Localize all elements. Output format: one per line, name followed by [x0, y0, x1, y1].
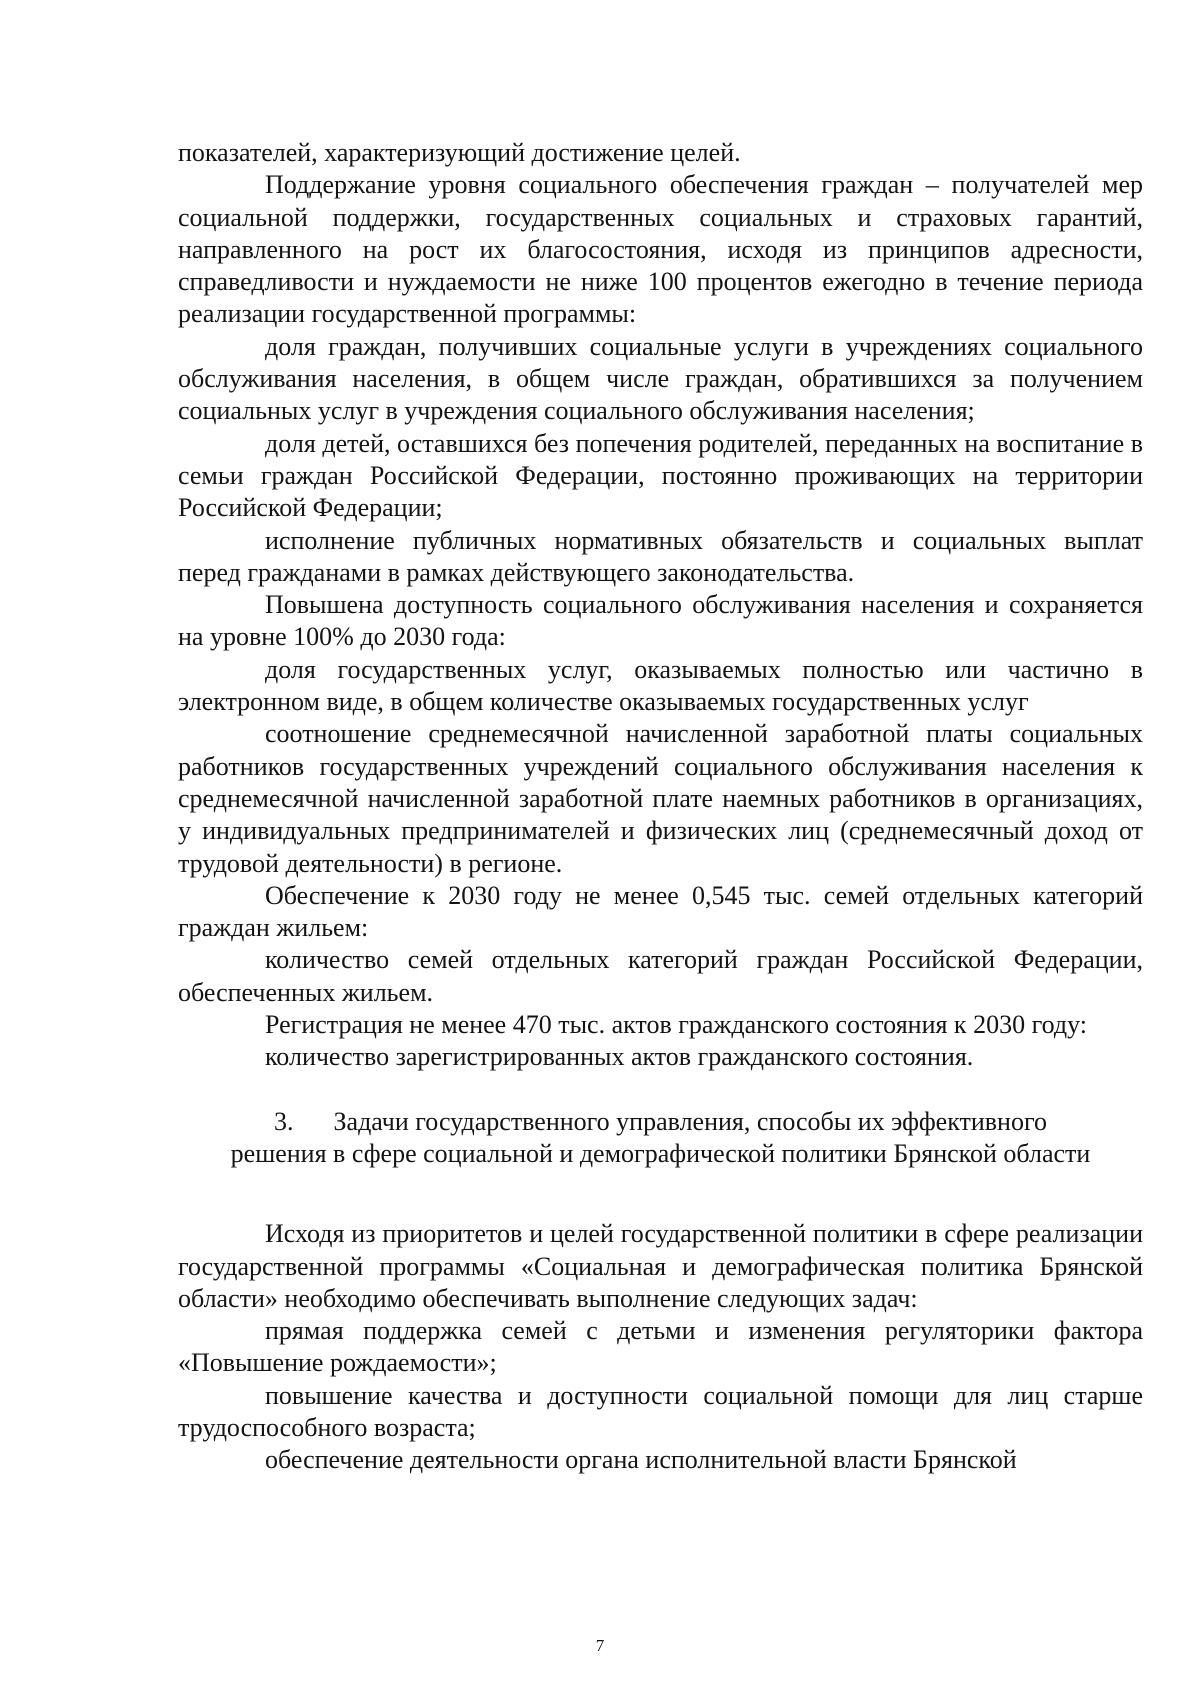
paragraph: Регистрация не менее 470 тыс. актов гражданского состояния к 2030 году: — [265, 1010, 1087, 1040]
section-number: 3. — [274, 1106, 294, 1136]
section-title-line-2: решения в сфере социальной и демографической политики Брянской области — [230, 1138, 1091, 1168]
paragraph: количество зарегистрированных актов гражданского состояния. — [265, 1042, 974, 1072]
paragraph: повышение качества и доступности социальной помощи для лиц старше трудоспособного возраста; — [178, 1380, 1143, 1442]
paragraphs-top — [178, 137, 1143, 1074]
paragraph: Поддержание уровня социального обеспечения граждан – получателей мер социальной поддержки, государственных социальных и страховых гарантий, направленного на рост их благосостояния, исходя из принципов адресности, справедливости и нуждаемости не ниже 100 процентов ежегодно в течение периода реализации государственной программы: — [178, 170, 1143, 329]
document-body — [178, 137, 1143, 1477]
paragraph: Обеспечение к 2030 году не менее 0,545 тыс. семей отдельных категорий граждан жильем: — [178, 880, 1143, 943]
paragraph: Исходя из приоритетов и целей государственной политики в сфере реализации государственной программы «Социальная и демографическая политика Брянской области» необходимо обеспечивать выполнение следующих задач: — [178, 1219, 1143, 1313]
paragraph: доля граждан, получивших социальные услуги в учреждениях социального обслуживания населения, в общем числе граждан, обратившихся за получением социальных услуг в учреждения социального обслуживания населения; — [178, 331, 1143, 426]
paragraph: доля детей, оставшихся без попечения родителей, переданных на воспитание в семьи граждан Российской Федерации, постоянно проживающих на территории Российской Федерации; — [178, 428, 1143, 523]
section-title-line-1: Задачи государственного управления, способы их эффективного — [333, 1106, 1047, 1136]
paragraph: показателей, характеризующий достижение целей. — [178, 138, 741, 167]
paragraph: Повышена доступность социального обслуживания населения и сохраняется на уровне 100% до 2030 года: — [178, 590, 1143, 652]
section-heading — [178, 1106, 1143, 1171]
paragraph: доля государственных услуг, оказываемых полностью или частично в электронном виде, в общем количестве оказываемых государственных услуг — [178, 654, 1143, 717]
paragraph: обеспечение деятельности органа исполнительной власти Брянской — [265, 1445, 1017, 1475]
paragraph: соотношение среднемесячной начисленной заработной платы социальных работников государственных учреждений социального обслуживания населения к среднемесячной начисленной заработной плате наемных работников в организациях, у индивидуальных предпринимателей и физических лиц (среднемесячный доход от трудовой деятельности) в регионе. — [178, 719, 1143, 878]
paragraph: прямая поддержка семей с детьми и изменения регуляторики фактора «Повышение рождаемости»; — [178, 1316, 1143, 1378]
paragraphs-bottom — [178, 1218, 1143, 1476]
page-number: 7 — [595, 1636, 605, 1655]
paragraph: количество семей отдельных категорий граждан Российской Федерации, обеспеченных жильем. — [178, 945, 1143, 1007]
paragraph: исполнение публичных нормативных обязательств и социальных выплат перед гражданами в рамках действующего законодательства. — [178, 525, 1143, 587]
